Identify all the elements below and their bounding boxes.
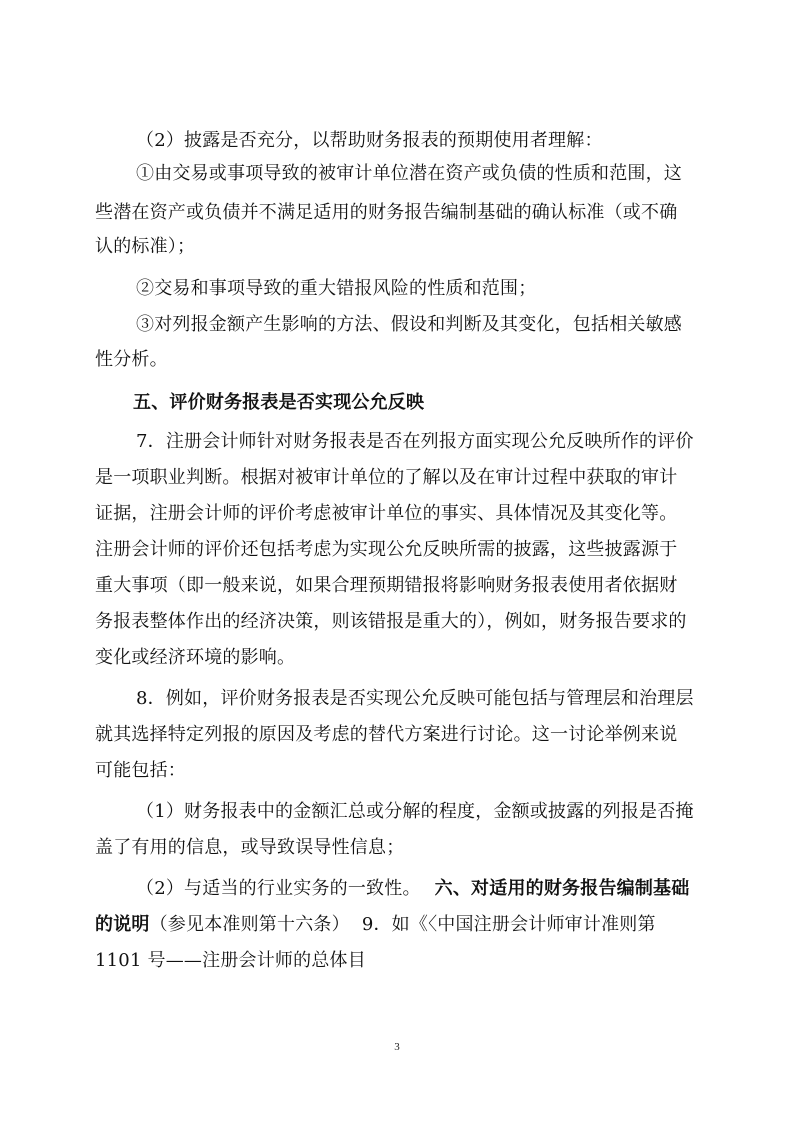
paragraph-line: ①由交易或事项导致的被审计单位潜在资产或负债的性质和范围，这 (136, 163, 682, 184)
reference-text: （参见本准则第十六条） (149, 914, 350, 935)
paragraph-line: 就其选择特定列报的原因及考虑的替代方案进行讨论。这一讨论举例来说 (95, 724, 678, 745)
paragraph-line: 性分析。 (95, 349, 168, 370)
paragraph-line: 盖了有用的信息，或导致误导性信息； (95, 837, 405, 858)
paragraph-line: （2）披露是否充分，以帮助财务报表的预期使用者理解： (136, 130, 603, 151)
paragraph-text: 9．如《〈中国注册会计师审计准则第 (361, 914, 656, 935)
paragraph-line: ③对列报金额产生影响的方法、假设和判断及其变化，包括相关敏感 (136, 314, 682, 335)
paragraph-line: （1）财务报表中的金额汇总或分解的程度，金额或披露的列报是否掩 (136, 801, 694, 822)
paragraph-line: 8．例如，评价财务报表是否实现公允反映可能包括与管理层和治理层 (136, 688, 694, 709)
paragraph-line: 重大事项（即一般来说，如果合理预期错报将影响财务报表使用者依据财 (95, 575, 678, 596)
paragraph-line: 注册会计师的评价还包括考虑为实现公允反映所需的披露，这些披露源于 (95, 539, 678, 560)
paragraph-line: 变化或经济环境的影响。 (95, 647, 296, 668)
paragraph-line: 可能包括： (95, 760, 186, 781)
page-number: 3 (394, 1041, 400, 1053)
section-heading-six-continued: 的说明 (95, 914, 150, 935)
paragraph-line: 务报表整体作出的经济决策，则该错报是重大的），例如，财务报告要求的 (95, 611, 687, 632)
paragraph-line: 认的标准）； (95, 236, 196, 257)
section-heading-five: 五、评价财务报表是否实现公允反映 (133, 392, 425, 413)
mixed-line (95, 913, 794, 937)
paragraph-line: 7．注册会计师针对财务报表是否在列报方面实现公允反映所作的评价 (136, 431, 694, 452)
section-heading-six: 六、对适用的财务报告编制基础 (434, 878, 690, 899)
paragraph-line: ②交易和事项导致的重大错报风险的性质和范围； (136, 278, 537, 299)
list-item-text: （2）与适当的行业实务的一致性。 (136, 878, 421, 899)
paragraph-line: 证据，注册会计师的评价考虑被审计单位的事实、具体情况及其变化等。 (95, 503, 678, 524)
paragraph-line: 1101 号——注册会计师的总体目 (95, 950, 366, 971)
paragraph-line: 是一项职业判断。根据对被审计单位的了解以及在审计过程中获取的审计 (95, 467, 678, 488)
paragraph-line: 些潜在资产或负债并不满足适用的财务报告编制基础的确认标准（或不确 (95, 202, 678, 223)
mixed-line (136, 877, 794, 901)
